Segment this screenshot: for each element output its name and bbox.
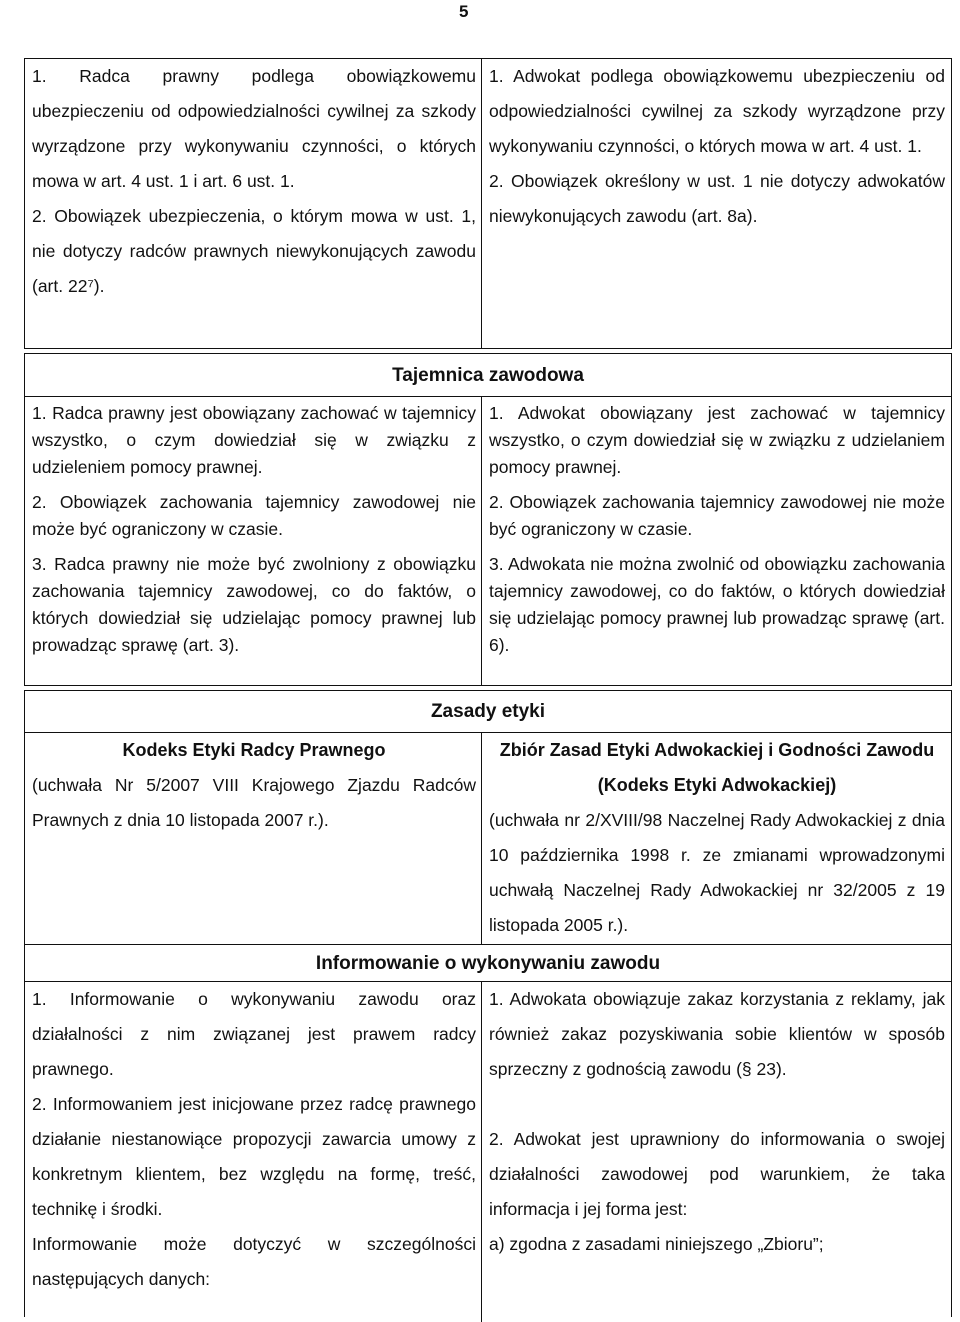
info-section-title: Informowanie o wykonywaniu zawodu	[25, 944, 951, 982]
legal-adviser-code-title: Kodeks Etyki Radcy Prawnego	[122, 740, 386, 760]
page-number: 5	[459, 2, 469, 21]
info-right-para-3: a) zgodna z zasadami niniejszego „Zbioru”;	[489, 1234, 824, 1254]
insurance-table	[24, 58, 952, 349]
insurance-right-para-1: 1. Adwokat podlega obowiązkowemu ubezpieczeniu od odpowiedzialności cywilnej za szkody wyrządzone przy wykonywaniu czynności, o których mowa w art. 4 ust. 1.	[489, 66, 945, 156]
info-advocate-cell	[482, 982, 950, 1322]
info-legal-adviser-cell	[25, 982, 482, 1322]
advocate-code-title: Zbiór Zasad Etyki Adwokackiej i Godności Zawodu (Kodeks Etyki Adwokackiej)	[499, 740, 935, 795]
insurance-left-para-1: 1. Radca prawny podlega obowiązkowemu ubezpieczeniu od odpowiedzialności cywilnej za szkody wyrządzone przy wykonywaniu czynności, o których mowa w art. 4 ust. 1 i art. 6 ust. 1.	[32, 66, 476, 191]
ethics-advocate-cell	[482, 733, 950, 944]
info-right-para-2: 2. Adwokat jest uprawniony do informowania o swojej działalności zawodowej pod warunkiem, że taka informacja i jej forma jest:	[489, 1129, 945, 1219]
secrecy-right-para-3: 3. Adwokata nie można zwolnić od obowiązku zachowania tajemnicy zawodowej, co do faktów, o których dowiedział się udzielając pomocy prawnej lub prowadząc sprawę (art. 6).	[489, 554, 945, 655]
ethics-legal-adviser-cell	[25, 733, 482, 944]
info-left-para-1: 1. Informowanie o wykonywaniu zawodu oraz działalności z nim związanej jest prawem radcy prawnego.	[32, 989, 476, 1079]
insurance-advocate-cell	[482, 59, 950, 348]
secrecy-advocate-cell	[482, 397, 950, 685]
legal-adviser-code-resolution: (uchwała Nr 5/2007 VIII Krajowego Zjazdu Radców Prawnych z dnia 10 listopada 2007 r.).	[32, 775, 476, 830]
ethics-table	[24, 690, 952, 1317]
secrecy-table	[24, 353, 952, 686]
info-left-para-3: Informowanie może dotyczyć w szczególności następujących danych:	[32, 1234, 476, 1289]
secrecy-left-para-1: 1. Radca prawny jest obowiązany zachować w tajemnicy wszystko, o czym dowiedział się w związku z udzieleniem pomocy prawnej.	[32, 403, 476, 477]
insurance-left-para-2: 2. Obowiązek ubezpieczenia, o którym mowa w ust. 1, nie dotyczy radców prawnych niewykonujących zawodu (art. 22⁷).	[32, 206, 476, 296]
secrecy-left-para-3: 3. Radca prawny nie może być zwolniony z obowiązku zachowania tajemnicy zawodowej, co do faktów, o których dowiedział się udzielając pomocy prawnej lub prowadząc sprawę (art. 3).	[32, 554, 476, 655]
advocate-code-resolution: (uchwała nr 2/XVIII/98 Naczelnej Rady Adwokackiej z dnia 10 października 1998 r. ze zmianami wprowadzonymi uchwałą Naczelnej Rady Adwokackiej nr 32/2005 z 19 listopada 2005 r.).	[489, 810, 945, 935]
insurance-right-para-2: 2. Obowiązek określony w ust. 1 nie dotyczy adwokatów niewykonujących zawodu (art. 8a).	[489, 171, 945, 226]
info-left-para-2: 2. Informowaniem jest inicjowane przez radcę prawnego działanie niestanowiące propozycji zawarcia umowy z konkretnym klientem, bez względu na formę, treść, technikę i środki.	[32, 1094, 476, 1219]
secrecy-right-para-1: 1. Adwokat obowiązany jest zachować w tajemnicy wszystko, o czym dowiedział się w związku z udzielaniem pomocy prawnej.	[489, 403, 945, 477]
secrecy-legal-adviser-cell	[25, 397, 482, 685]
insurance-legal-adviser-cell	[25, 59, 482, 348]
ethics-section-title: Zasady etyki	[25, 691, 951, 733]
info-right-para-1: 1. Adwokata obowiązuje zakaz korzystania z reklamy, jak również zakaz pozyskiwania sobie klientów w sposób sprzeczny z godnością zawodu (§ 23).	[489, 989, 945, 1079]
secrecy-left-para-2: 2. Obowiązek zachowania tajemnicy zawodowej nie może być ograniczony w czasie.	[32, 492, 476, 539]
secrecy-section-title: Tajemnica zawodowa	[25, 354, 951, 397]
secrecy-right-para-2: 2. Obowiązek zachowania tajemnicy zawodowej nie może być ograniczony w czasie.	[489, 492, 945, 539]
